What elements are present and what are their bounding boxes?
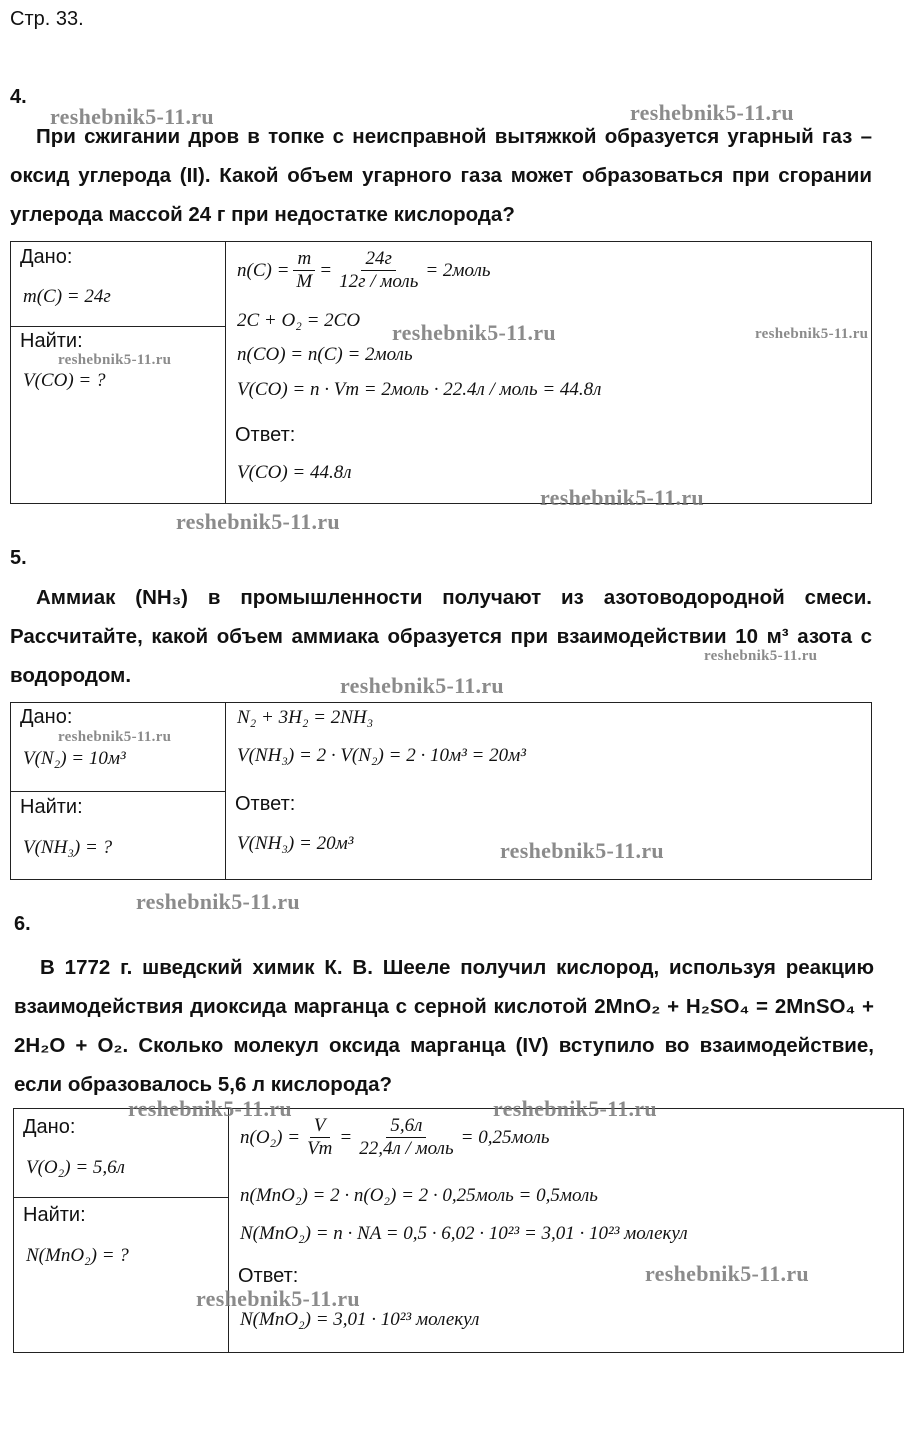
find-label: Найти: [23, 1204, 86, 1226]
given-label: Дано: [23, 1116, 76, 1138]
watermark: reshebnik5-11.ru [58, 352, 172, 368]
watermark: reshebnik5-11.ru [50, 104, 214, 129]
watermark: reshebnik5-11.ru [340, 673, 504, 698]
reaction-equation: N₂ + 3H₂ = 2NH₃ [237, 707, 374, 728]
watermark: reshebnik5-11.ru [645, 1261, 809, 1286]
watermark: reshebnik5-11.ru [500, 838, 664, 863]
given-value: V(O₂) = 5,6л [26, 1157, 125, 1178]
solution-line: V(NH₃) = 2 · V(N₂) = 2 · 10м³ = 20м³ [237, 745, 526, 766]
solution-line: n(MnO₂) = 2 · n(O₂) = 2 · 0,25моль = 0,5моль [240, 1185, 598, 1206]
solution-line: V(CO) = n · Vm = 2моль · 22.4л / моль = 44.8л [237, 379, 602, 400]
answer-value: V(NH₃) = 20м³ [237, 833, 354, 854]
find-label: Найти: [20, 796, 83, 818]
watermark: reshebnik5-11.ru [176, 509, 340, 534]
watermark: reshebnik5-11.ru [630, 100, 794, 125]
solution-table [13, 1108, 904, 1353]
watermark: reshebnik5-11.ru [196, 1286, 360, 1311]
find-value: N(MnO₂) = ? [26, 1245, 129, 1266]
watermark: reshebnik5-11.ru [704, 648, 818, 664]
solution-table [10, 241, 872, 504]
watermark: reshebnik5-11.ru [392, 320, 556, 345]
answer-label: Ответ: [235, 793, 296, 815]
given-label: Дано: [20, 706, 73, 728]
watermark: reshebnik5-11.ru [755, 326, 869, 342]
given-value: m(C) = 24г [23, 286, 111, 307]
answer-label: Ответ: [235, 424, 296, 446]
solution-line: n(C) = $\frac{m}{M}$ = $\frac{24г}{\text{12г / моль}}$ = 2моль [237, 248, 491, 292]
find-label: Найти: [20, 330, 83, 352]
problem-number: 5. [10, 547, 27, 569]
answer-value: V(CO) = 44.8л [237, 462, 352, 483]
problem-text: В 1772 г. шведский химик К. В. Шееле получил кислород, используя реакцию взаимодействия диоксида марганца с серной кислотой 2MnO₂ + H₂SO₄ = 2MnSO₄ + 2H₂O + O₂. Сколько молекул оксида марганца (IV) вступило во взаимодействие, если образовалось 5,6 л кислорода? [14, 956, 874, 1096]
find-value: V(NH₃) = ? [23, 837, 113, 858]
problem-text: При сжигании дров в топке с неисправной вытяжкой образуется угарный газ – оксид углерода (II). Какой объем угарного газа может образоваться при сгорании углерода массой 24 г при недостатке кислорода? [10, 125, 872, 226]
problem-number: 4. [10, 86, 27, 108]
watermark: reshebnik5-11.ru [136, 889, 300, 914]
problem-text: Аммиак (NH₃) в промышленности получают из азотоводородной смеси. Рассчитайте, какой объем аммиака образуется при взаимодействии 10 м³ азота с водородом. [10, 586, 872, 687]
problem-number: 6. [14, 913, 31, 935]
given-value: V(N₂) = 10м³ [23, 748, 126, 769]
reaction-equation: 2C + O₂ = 2CO [237, 310, 361, 331]
solution-line: n(O₂) = $\frac{V}{Vm}$ = $\frac{5,6л}{\text{22,4л / моль}}$ = 0,25моль [240, 1115, 550, 1159]
watermark: reshebnik5-11.ru [58, 729, 172, 745]
find-value: V(CO) = ? [23, 370, 106, 391]
given-label: Дано: [20, 246, 73, 268]
answer-value: N(MnO₂) = 3,01 · 10²³ молекул [240, 1309, 480, 1330]
page-header: Стр. 33. [10, 8, 84, 30]
watermark: reshebnik5-11.ru [128, 1096, 292, 1121]
answer-label: Ответ: [238, 1265, 299, 1287]
watermark: reshebnik5-11.ru [493, 1096, 657, 1121]
solution-line: N(MnO₂) = n · NA = 0,5 · 6,02 · 10²³ = 3,01 · 10²³ молекул [240, 1223, 688, 1244]
solution-line: n(CO) = n(C) = 2моль [237, 344, 413, 365]
watermark: reshebnik5-11.ru [540, 485, 704, 510]
